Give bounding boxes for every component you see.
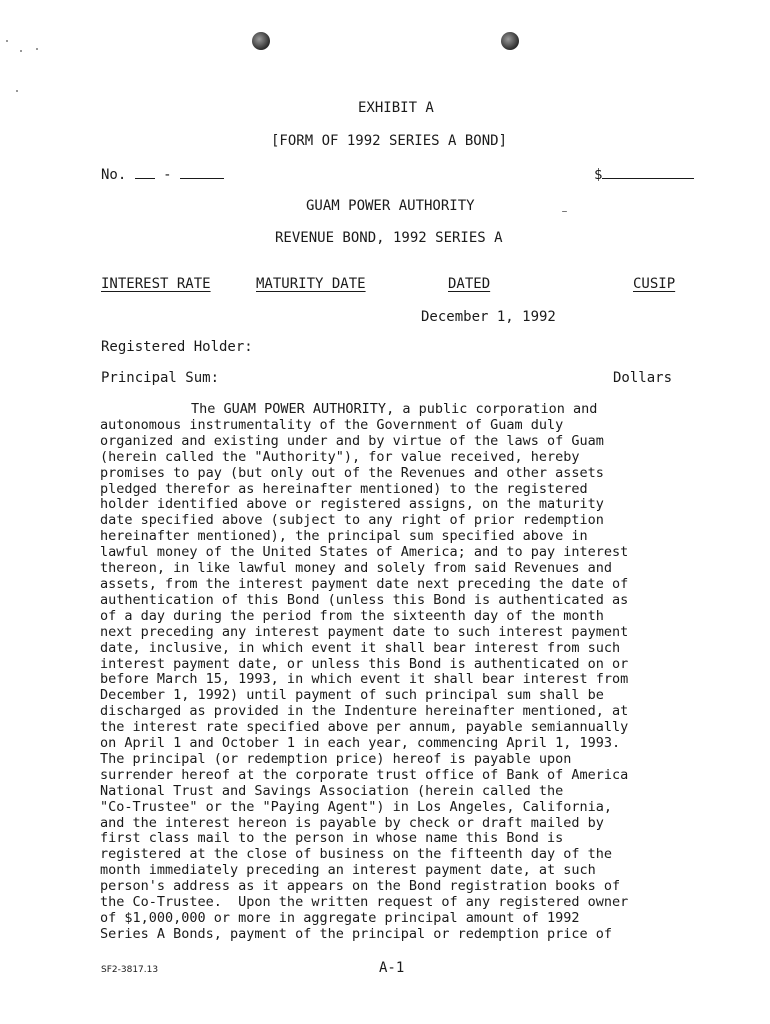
body-line: month immediately preceding an interest payment date, at such xyxy=(100,862,596,879)
punch-hole-left xyxy=(252,32,270,50)
scan-speck xyxy=(20,50,22,52)
bond-number-label: No. xyxy=(101,167,127,183)
body-line: registered at the close of business on the fifteenth day of the xyxy=(100,846,613,863)
dollar-amount-blank xyxy=(602,166,694,179)
scan-mark xyxy=(562,211,567,212)
scan-speck xyxy=(6,40,8,42)
body-line: The principal (or redemption price) hereof is payable upon xyxy=(100,750,572,767)
body-line: and the interest hereon is payable by check or draft mailed by xyxy=(100,814,604,831)
dated-value: December 1, 1992 xyxy=(421,309,556,325)
body-line: on April 1 and October 1 in each year, commencing April 1, 1993. xyxy=(100,735,621,752)
body-line: holder identified above or registered assigns, on the maturity xyxy=(100,496,604,513)
body-line: discharged as provided in the Indenture hereinafter mentioned, at xyxy=(100,703,629,720)
scan-speck xyxy=(16,90,18,92)
scan-speck xyxy=(36,48,38,50)
body-line: pledged therefor as hereinafter mentioned) to the registered xyxy=(100,480,588,497)
body-line: interest payment date, or unless this Bond is authenticated on or xyxy=(100,655,629,672)
body-line: of a day during the period from the sixteenth day of the month xyxy=(100,607,604,624)
body-line: person's address as it appears on the Bond registration books of xyxy=(100,878,621,895)
punch-hole-right xyxy=(501,32,519,50)
document-id: SF2-3817.13 xyxy=(101,965,159,975)
body-line: before March 15, 1993, in which event it shall bear interest from xyxy=(100,671,629,688)
body-line: "Co-Trustee" or the "Paying Agent") in Los Angeles, California, xyxy=(100,798,613,815)
body-line: first class mail to the person in whose name this Bond is xyxy=(100,830,564,847)
body-line: of $1,000,000 or more in aggregate principal amount of 1992 xyxy=(100,910,580,926)
registered-holder-label: Registered Holder: xyxy=(101,339,253,355)
exhibit-heading: EXHIBIT A xyxy=(358,100,434,116)
body-line xyxy=(100,402,720,418)
bond-title: REVENUE BOND, 1992 SERIES A xyxy=(275,230,503,246)
bond-number-dash: - xyxy=(163,167,172,183)
body-line: the interest rate specified above per annum, payable semiannually xyxy=(100,719,629,736)
body-line: authentication of this Bond (unless this Bond is authenticated as xyxy=(100,591,629,608)
col-dated: DATED xyxy=(448,276,491,292)
bond-number-blank-series xyxy=(135,166,155,179)
body-line: assets, from the interest payment date next preceding the date of xyxy=(100,575,629,592)
body-line: promises to pay (but only out of the Revenues and other assets xyxy=(100,464,604,481)
body-line: December 1, 1992) until payment of such principal sum shall be xyxy=(100,687,604,704)
body-line: Series A Bonds, payment of the principal or redemption price of xyxy=(100,925,613,942)
body-line: (herein called the "Authority"), for value received, hereby xyxy=(100,448,580,465)
dollar-sign: $ xyxy=(594,167,603,183)
body-line: lawful money of the United States of America; and to pay interest xyxy=(100,544,629,561)
body-line: hereinafter mentioned), the principal sum specified above in xyxy=(100,528,588,545)
body-line: thereon, in like lawful money and solely from said Revenues and xyxy=(100,560,613,577)
body-line: autonomous instrumentality of the Government of Guam duly xyxy=(100,416,564,433)
dollar-amount xyxy=(594,166,694,183)
bond-body-text xyxy=(100,402,720,943)
col-maturity-date: MATURITY DATE xyxy=(256,276,366,292)
dollars-label: Dollars xyxy=(613,370,673,386)
body-line: date, inclusive, in which event it shall bear interest from such xyxy=(100,639,621,656)
body-line: National Trust and Savings Association (herein called the xyxy=(100,782,564,799)
body-line-text: The GUAM POWER AUTHORITY, a public corporation and xyxy=(191,401,598,417)
bond-number-blank-serial xyxy=(180,166,224,179)
body-line: surrender hereof at the corporate trust office of Bank of America xyxy=(100,766,629,783)
body-line: date specified above (subject to any right of prior redemption xyxy=(100,512,604,529)
col-interest-rate: INTEREST RATE xyxy=(101,276,211,292)
col-cusip: CUSIP xyxy=(633,276,676,292)
body-line: organized and existing under and by virtue of the laws of Guam xyxy=(100,432,604,449)
form-title: [FORM OF 1992 SERIES A BOND] xyxy=(271,133,508,149)
bond-number xyxy=(101,166,224,183)
body-line: next preceding any interest payment date to such interest payment xyxy=(100,623,629,640)
principal-sum-label: Principal Sum: xyxy=(101,370,220,386)
issuer-name: GUAM POWER AUTHORITY xyxy=(306,198,475,214)
body-line: the Co-Trustee. Upon the written request of any registered owner xyxy=(100,894,629,911)
page-number: A-1 xyxy=(379,960,405,976)
